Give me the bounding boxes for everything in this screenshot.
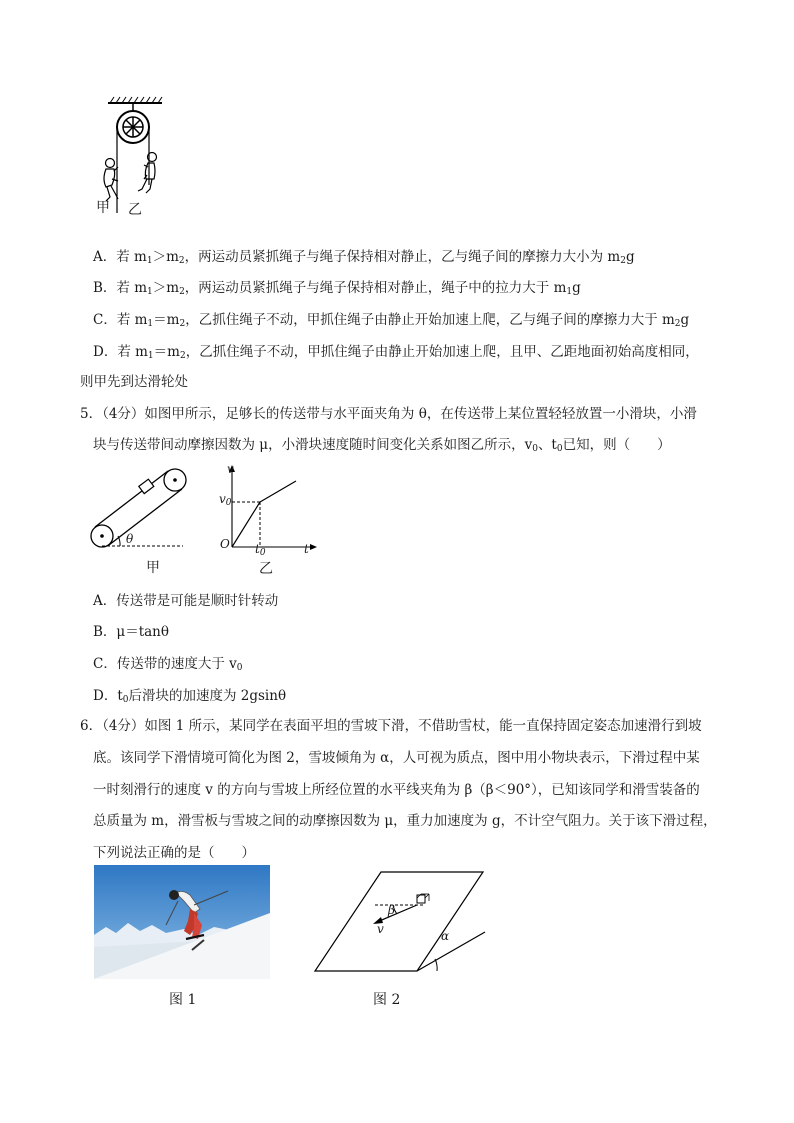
beta-label: β bbox=[388, 903, 395, 917]
v-label: v bbox=[377, 922, 384, 936]
fig-jia-caption: 甲 bbox=[146, 560, 160, 576]
option-4c: C．若 $m_1=m_2$，乙抓住绳子不动，甲抓住绳子由静止开始加速上爬，乙与绳子间的摩擦力大于 $m_2g$ bbox=[93, 312, 690, 329]
q6-stem-line5: 下列说法正确的是（ ） bbox=[93, 845, 255, 861]
option-5b: B．μ＝tanθ bbox=[93, 624, 169, 640]
axis-v-label: v bbox=[227, 462, 234, 476]
option-4d-cont: 则甲先到达滑轮处 bbox=[80, 374, 188, 390]
fig1-caption: 图 1 bbox=[169, 992, 197, 1008]
fig2-caption: 图 2 bbox=[373, 992, 401, 1008]
q6-stem-line4: 总质量为 m，滑雪板与雪坡之间的动摩擦因数为 μ，重力加速度为 g，不计空气阻力。关于该下滑过程， bbox=[93, 813, 717, 829]
option-5d: D．$t_0$后滑块的加速度为 2gsinθ bbox=[93, 688, 287, 705]
label-yi: 乙 bbox=[128, 202, 142, 218]
t0-label: $t_0$ bbox=[255, 542, 266, 558]
option-5c: C．传送带的速度大于 $v_0$ bbox=[93, 656, 243, 673]
option-4d: D．若 $m_1=m_2$，乙抓住绳子不动，甲抓住绳子由静止开始加速上爬，且甲、乙距地面初始高度相同， bbox=[93, 344, 699, 361]
q6-stem-line3: 一时刻滑行的速度 v 的方向与雪坡上所经位置的水平线夹角为 β（β＜90°），已知该同学和滑雪装备的 bbox=[93, 782, 700, 798]
alpha-label: α bbox=[441, 929, 450, 943]
v0-label: $v_0$ bbox=[219, 492, 232, 508]
option-5a: A．传送带是可能是顺时针转动 bbox=[93, 593, 279, 609]
option-4b: B．若 $m_1>m_2$，两运动员紧抓绳子与绳子保持相对静止，绳子中的拉力大于 $m_1g$ bbox=[93, 280, 581, 297]
label-jia: 甲 bbox=[96, 200, 110, 216]
axis-t-label: t bbox=[304, 542, 309, 556]
q6-stem-line1: 6．（4分）如图 1 所示，某同学在表面平坦的雪坡下滑，不借助雪杖，能一直保持固定姿态加速滑行到坡 bbox=[80, 718, 702, 734]
slope-figure bbox=[313, 868, 488, 978]
skier-photo bbox=[94, 865, 270, 979]
theta-label: θ bbox=[126, 532, 134, 546]
q5-stem-line2: 块与传送带间动摩擦因数为 μ，小滑块速度随时间变化关系如图乙所示，$v_0$、$t_0$已知，则（ ） bbox=[93, 437, 671, 454]
origin-label: O bbox=[220, 537, 230, 551]
fig-yi-caption: 乙 bbox=[259, 561, 273, 577]
q6-stem-line2: 底。该同学下滑情境可简化为图 2，雪坡倾角为 α，人可视为质点，图中用小物块表示，下滑过程中某 bbox=[93, 750, 700, 766]
option-4a: A．若 $m_1>m_2$，两运动员紧抓绳子与绳子保持相对静止，乙与绳子间的摩擦力大小为 $m_2g$ bbox=[93, 249, 635, 266]
conveyor-figure bbox=[88, 462, 188, 557]
q5-stem-line1: 5．（4分）如图甲所示，足够长的传送带与水平面夹角为 θ，在传送带上某位置轻轻放置一小滑块，小滑 bbox=[80, 406, 697, 422]
vt-graph bbox=[218, 465, 318, 550]
